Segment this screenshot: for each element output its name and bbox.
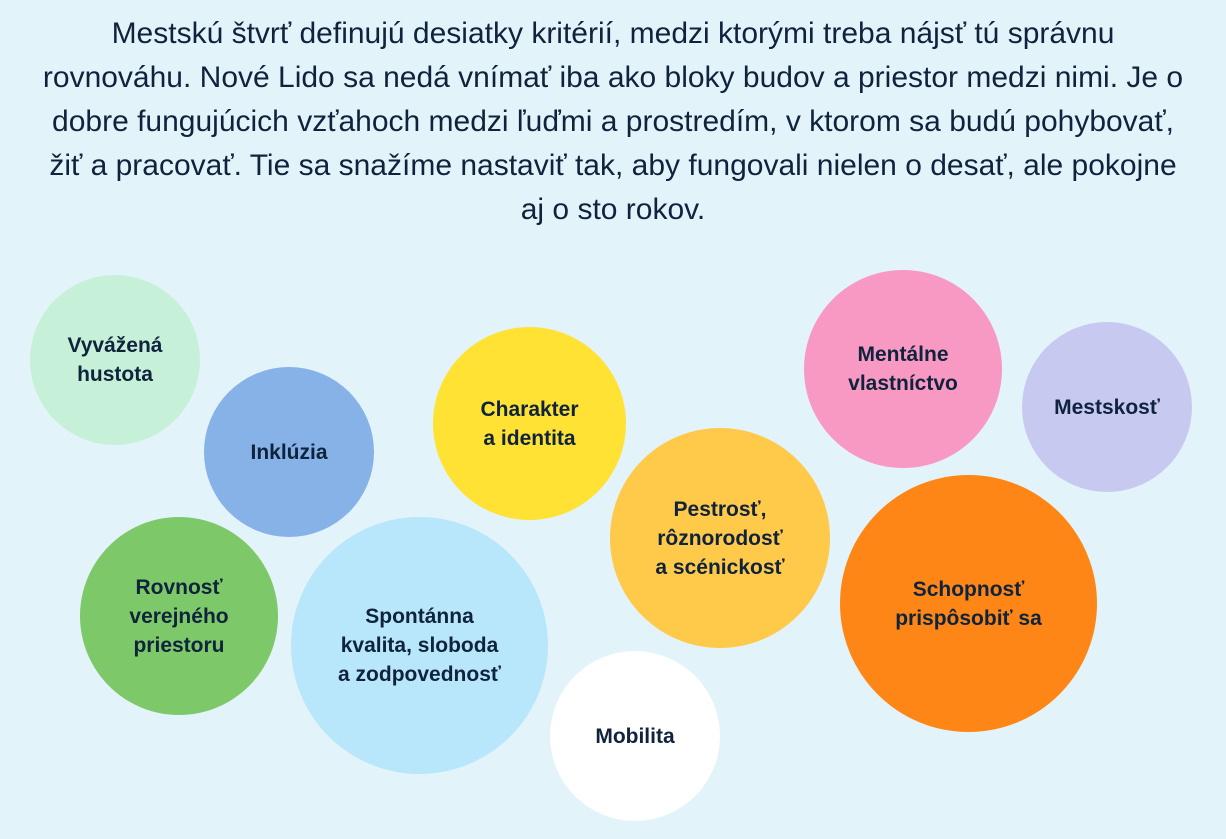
bubble-mobilita: [550, 651, 720, 821]
bubble-label: Mentálne vlastníctvo: [848, 343, 958, 395]
bubble-label: Rovnosť verejného priestoru: [129, 575, 229, 657]
bubble-mentalne-vlastnictvo: [804, 270, 1002, 468]
bubble-label: Inklúzia: [250, 440, 328, 464]
intro-paragraph: Mestskú štvrť definujú desiatky kritérií, medzi ktorými treba nájsť tú správnu rovnováhu. Nové Lido sa nedá vnímať iba ako bloky budov a priestor medzi nimi. Je o dobre fungujúcich vzťahoch medzi ľuďmi a prostredím, v ktorom sa budú pohybovať, žiť a pracovať. Tie sa snažíme nastaviť tak, aby fungovali nielen o desať, ale pokojne aj o sto rokov.: [42, 17, 1184, 226]
bubble-pestrost: [610, 428, 830, 648]
bubble-rovnost-verejneho-priestoru: [80, 517, 278, 715]
bubble-label: Charakter a identita: [480, 397, 579, 450]
bubble-inkluzia: [204, 367, 374, 537]
bubble-spontanna-kvalita: [291, 517, 548, 774]
bubble-label: Mobilita: [595, 724, 675, 748]
bubble-schopnost-prisposobit-sa: [840, 475, 1097, 732]
bubble-mestskost: [1022, 322, 1192, 492]
bubble-charakter-a-identita: [433, 327, 626, 520]
bubble-label: Pestrosť, rôznorodosť a scénickosť: [655, 497, 785, 579]
bubble-label: Vyvážená hustota: [67, 334, 163, 386]
bubble-label: Schopnosť prispôsobiť sa: [895, 577, 1042, 630]
bubble-vyvazena-hustota: [30, 275, 200, 445]
bubble-label: Spontánna kvalita, sloboda a zodpovednosť: [338, 605, 501, 686]
bubble-label: Mestskosť: [1054, 395, 1160, 419]
